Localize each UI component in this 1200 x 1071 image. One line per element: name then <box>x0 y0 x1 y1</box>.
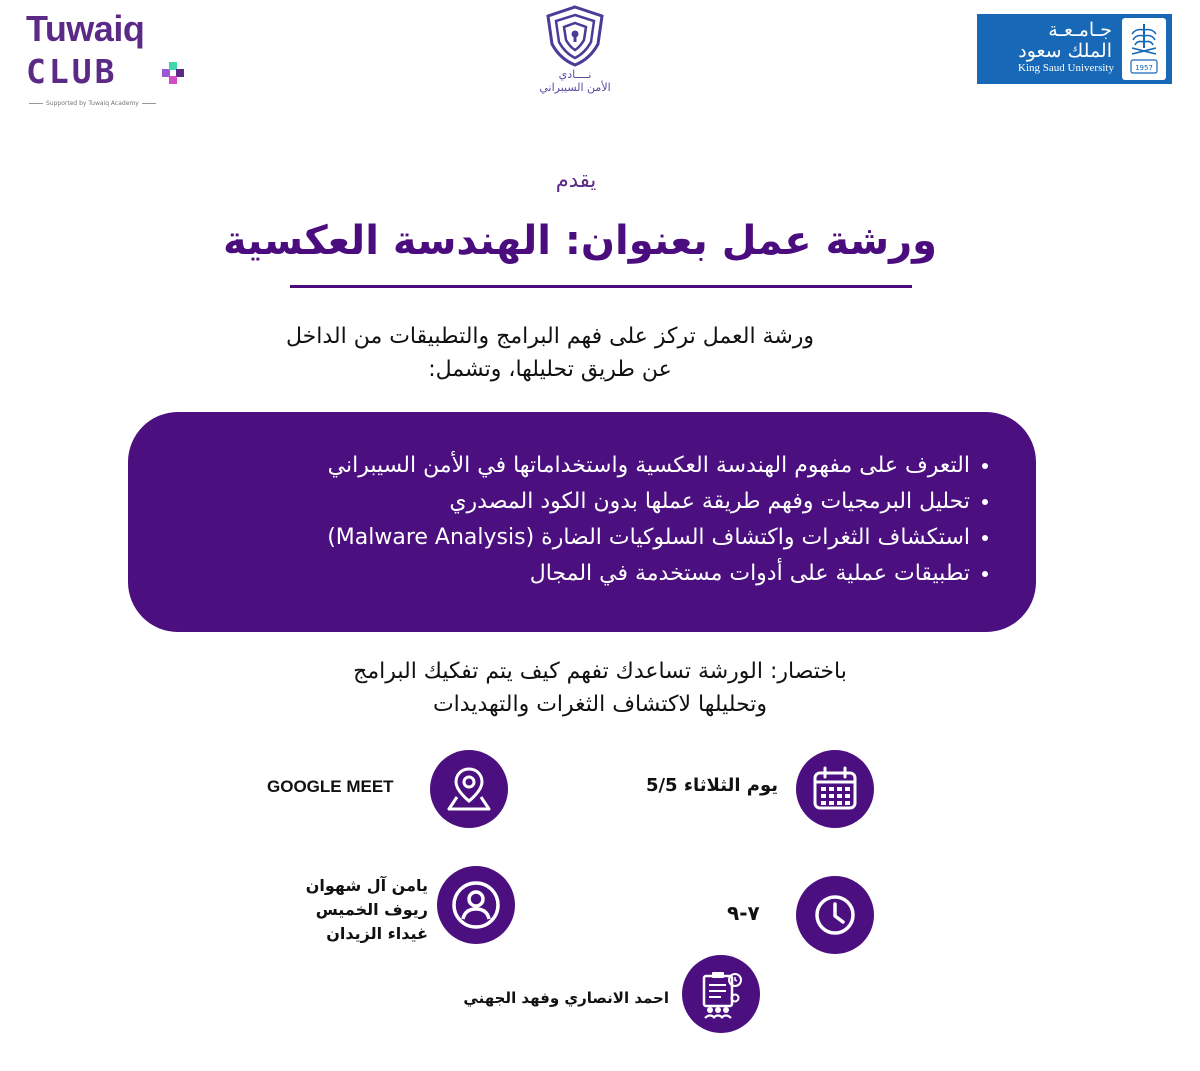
topic-item <box>327 556 988 592</box>
topic-text: تحليل البرمجيات وفهم طريقة عملها بدون الكود المصدري <box>449 489 970 514</box>
page-title: ورشة عمل بعنوان: الهندسة العكسية <box>223 218 937 264</box>
presenter-name: ريوف الخميس <box>315 900 428 919</box>
summary-line-2: وتحليلها لاكتشاف الثغرات والتهديدات <box>432 692 768 717</box>
topics-box <box>128 412 1036 632</box>
intro-text <box>200 320 900 386</box>
topic-item <box>327 520 988 556</box>
ksu-logo <box>977 14 1172 84</box>
calendar-icon <box>796 750 874 828</box>
tuwaiq-logo-club: CLUB <box>26 52 118 91</box>
topic-item <box>327 484 988 520</box>
bullet-icon <box>982 535 988 541</box>
presenters-list <box>306 874 428 946</box>
presenter-name: غيداء الزيدان <box>326 924 428 943</box>
user-icon <box>437 866 515 944</box>
location-pin-icon <box>430 750 508 828</box>
title-underline <box>290 285 912 288</box>
cyber-club-logo <box>520 4 630 104</box>
topic-text: التعرف على مفهوم الهندسة العكسية واستخداماتها في الأمن السيبراني <box>327 453 970 478</box>
topics-list <box>327 448 988 592</box>
intro-line-1: ورشة العمل تركز على فهم البرامج والتطبيقات من الداخل <box>285 324 815 349</box>
topic-text: تطبيقات عملية على أدوات مستخدمة في المجال <box>529 561 970 586</box>
event-time: ٧-٩ <box>727 901 760 925</box>
clock-icon <box>796 876 874 954</box>
ksu-logo-arabic-1: جـامـعـة <box>1048 19 1112 41</box>
summary-text <box>230 655 970 721</box>
tuwaiq-club-logo <box>24 8 174 107</box>
ksu-seal-year: 1957 <box>1135 64 1153 72</box>
ksu-logo-arabic-2: الملك سعود <box>1018 40 1112 62</box>
organizers-names: احمد الانصاري وفهد الجهني <box>463 989 669 1007</box>
topic-text: استكشاف الثغرات واكتشاف السلوكيات الضارة (Malware Analysis) <box>327 525 970 550</box>
cyber-logo-line2: الأمن السيبراني <box>539 81 611 94</box>
bullet-icon <box>982 571 988 577</box>
bullet-icon <box>982 463 988 469</box>
topic-item <box>327 448 988 484</box>
summary-line-1: باختصار: الورشة تساعدك تفهم كيف يتم تفكيك البرامج <box>353 659 847 684</box>
event-date: يوم الثلاثاء 5/5 <box>645 775 778 796</box>
event-location: GOOGLE MEET <box>267 777 394 796</box>
presents-label <box>0 168 1200 192</box>
plus-icon <box>162 62 184 84</box>
bullet-icon <box>982 499 988 505</box>
intro-line-2: عن طريق تحليلها، وتشمل: <box>428 357 672 382</box>
presents-text: يقدم <box>555 168 597 192</box>
ksu-seal-icon <box>1122 18 1166 80</box>
tuwaiq-logo-word: Tuwaiq <box>26 8 145 49</box>
clipboard-team-icon <box>682 955 760 1033</box>
presenter-name: يامن آل شهوان <box>305 876 428 895</box>
ksu-logo-english: King Saud University <box>1018 62 1114 74</box>
cyber-logo-line1: نــــادي <box>558 68 592 81</box>
tuwaiq-tagline: Supported by Tuwaiq Academy <box>26 100 159 107</box>
shield-maze-icon <box>540 4 610 68</box>
